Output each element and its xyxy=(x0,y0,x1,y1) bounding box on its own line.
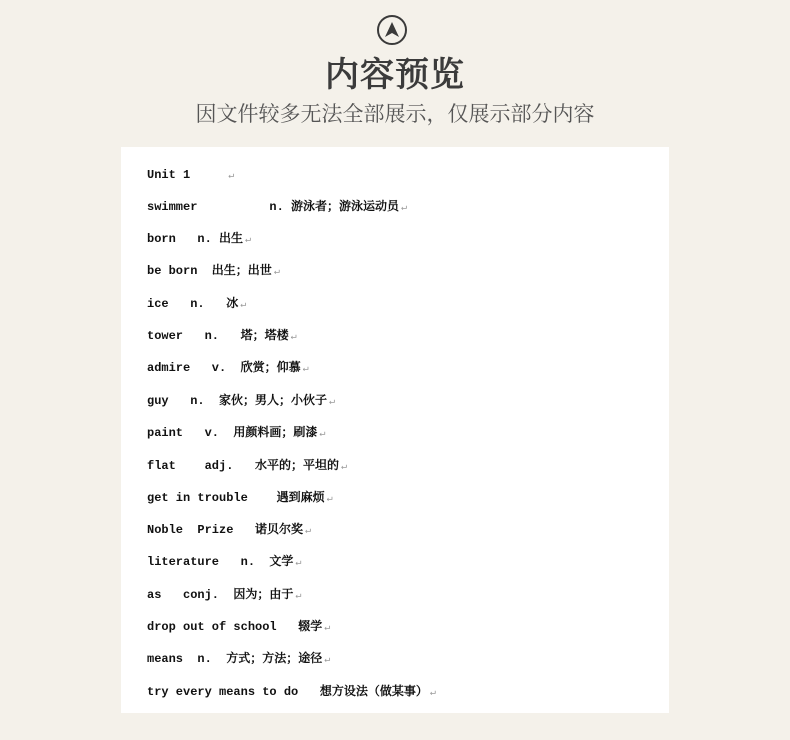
document-preview xyxy=(121,147,669,713)
doc-line: means n. 方式；方法；途径 ↵ xyxy=(147,652,331,666)
doc-line: paint v. 用颜料画；刷漆 ↵ xyxy=(147,426,326,440)
doc-line: try every means to do 想方设法（做某事） ↵ xyxy=(147,685,436,699)
page-subtitle: 因文件较多无法全部展示，仅展示部分内容 xyxy=(195,102,595,126)
doc-line: as conj. 因为；由于 ↵ xyxy=(147,588,302,602)
doc-line: flat adj. 水平的；平坦的 ↵ xyxy=(147,459,348,473)
doc-line: Noble Prize 诺贝尔奖 ↵ xyxy=(147,523,312,537)
doc-line: drop out of school 辍学 ↵ xyxy=(147,620,331,634)
preview-header xyxy=(0,0,790,140)
doc-line: be born 出生；出世 ↵ xyxy=(147,264,280,278)
doc-line: born n. 出生 ↵ xyxy=(147,232,252,246)
doc-line: tower n. 塔；塔楼 ↵ xyxy=(147,329,297,343)
arrow-up-circle-icon xyxy=(377,15,407,45)
doc-line: Unit 1 ↵ xyxy=(147,168,235,182)
doc-line: guy n. 家伙；男人；小伙子 ↵ xyxy=(147,394,336,408)
doc-line: admire v. 欣赏；仰慕 ↵ xyxy=(147,361,309,375)
doc-line: get in trouble 遇到麻烦 ↵ xyxy=(147,491,333,505)
doc-line: ice n. 冰 ↵ xyxy=(147,297,247,311)
doc-line: literature n. 文学 ↵ xyxy=(147,555,302,569)
page-title: 内容预览 xyxy=(325,55,465,95)
doc-line: swimmer n. 游泳者；游泳运动员 ↵ xyxy=(147,200,408,214)
